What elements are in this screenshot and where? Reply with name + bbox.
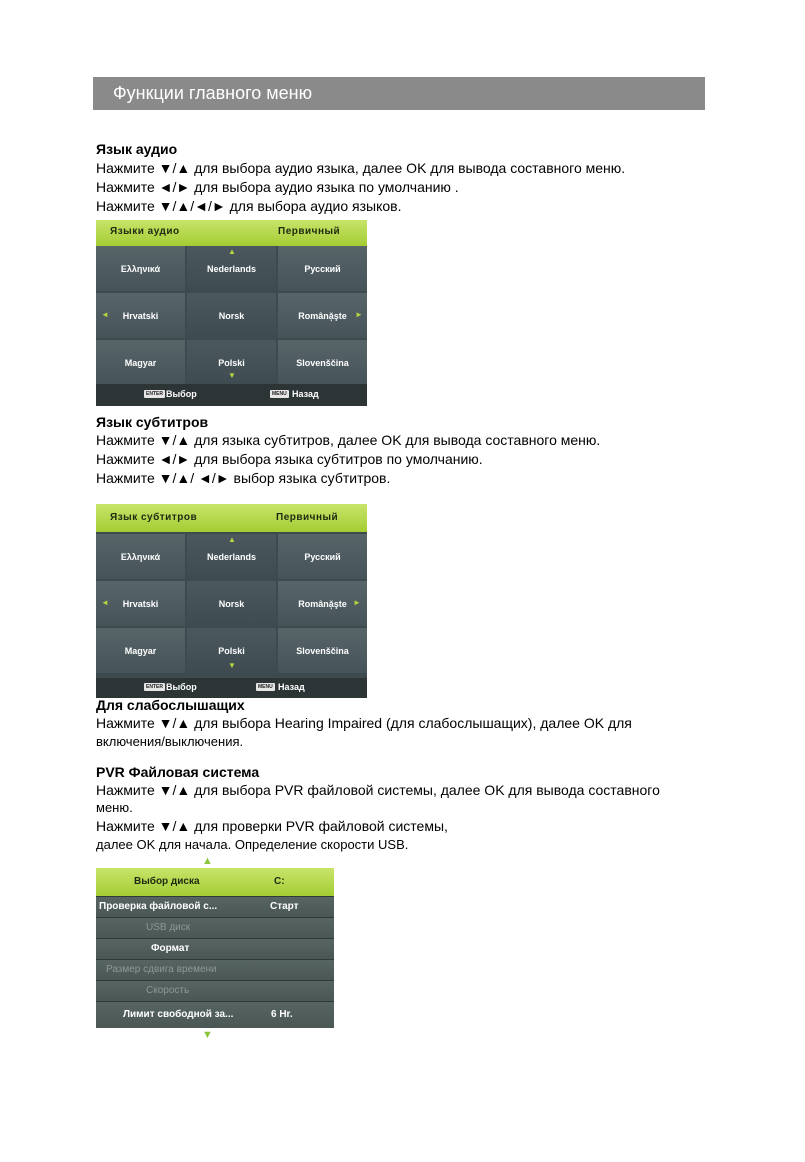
scroll-down-icon[interactable]: ▼ xyxy=(202,1029,213,1041)
row-label: USB диск xyxy=(146,922,191,933)
language-cell[interactable]: Ελληνικά xyxy=(96,534,185,579)
language-grid xyxy=(96,534,367,678)
scroll-down-icon[interactable]: ▼ xyxy=(228,371,236,380)
language-cell[interactable]: Русский xyxy=(278,246,367,291)
language-cell[interactable]: Ελληνικά xyxy=(96,246,185,291)
scroll-up-icon[interactable]: ▲ xyxy=(202,855,213,867)
audio-instruction-3: Нажмите ▼/▲/◄/► для выбора аудио языков. xyxy=(96,198,402,214)
language-cell[interactable]: Slovenščina xyxy=(278,340,367,385)
language-cell[interactable]: Magyar xyxy=(96,340,185,385)
subtitle-language-screen xyxy=(96,504,367,698)
screen-footer xyxy=(96,384,367,406)
row-label: Скорость xyxy=(146,985,190,996)
row-label: Проверка файловой с... xyxy=(99,901,218,912)
hearing-heading: Для слабослышащих xyxy=(96,697,245,713)
screen-title: Языки аудио xyxy=(110,226,180,237)
audio-instruction-1: Нажмите ▼/▲ для выбора аудио языка, далее OK для вывода составного меню. xyxy=(96,160,626,176)
format-row[interactable] xyxy=(96,939,334,960)
timeshift-size-row xyxy=(96,960,334,981)
audio-instruction-2: Нажмите ◄/► для выбора аудио языка по умолчанию . xyxy=(96,179,459,195)
row-label: Лимит свободной за... xyxy=(123,1009,234,1020)
select-label: Выбор xyxy=(166,389,197,399)
pvr-instruction-1: Нажмите ▼/▲ для выбора PVR файловой системы, далее OK для вывода составного xyxy=(96,782,660,798)
pvr-menu xyxy=(96,868,334,1028)
language-cell[interactable]: Română̦şte xyxy=(278,293,367,338)
page-header xyxy=(93,77,705,110)
scroll-up-icon[interactable]: ▲ xyxy=(228,535,236,544)
language-cell[interactable]: Norsk xyxy=(187,581,276,626)
scroll-up-icon[interactable]: ▲ xyxy=(228,247,236,256)
language-cell[interactable]: Română̦şte xyxy=(278,581,367,626)
arrow-right-icon[interactable]: ► xyxy=(353,598,361,607)
subtitles-heading: Язык субтитров xyxy=(96,414,209,430)
row-label: Выбор диска xyxy=(134,876,200,887)
back-label: Назад xyxy=(292,389,319,399)
language-cell[interactable]: Nederlands xyxy=(187,534,276,579)
menu-key-icon: MENU xyxy=(272,391,287,397)
language-cell[interactable]: Hrvatski xyxy=(96,581,185,626)
arrow-left-icon[interactable]: ◄ xyxy=(101,310,109,319)
screen-title-bar xyxy=(96,504,367,532)
row-label: Размер сдвига времени xyxy=(106,964,217,975)
language-cell[interactable]: Hrvatski xyxy=(96,293,185,338)
disk-select-row[interactable] xyxy=(96,868,334,897)
screen-mode: Первичный xyxy=(276,512,339,523)
pvr-instruction-3: Нажмите ▼/▲ для проверки PVR файловой системы, xyxy=(96,818,448,834)
free-space-limit-row[interactable] xyxy=(96,1002,334,1028)
language-cell[interactable]: Norsk xyxy=(187,293,276,338)
select-label: Выбор xyxy=(166,682,197,692)
screen-title: Язык субтитров xyxy=(110,512,198,523)
scroll-down-icon[interactable]: ▼ xyxy=(228,661,236,670)
hearing-instruction-1: Нажмите ▼/▲ для выбора Hearing Impaired (для слабослышащих), далее OK для xyxy=(96,715,632,731)
row-label: Формат xyxy=(151,943,190,954)
screen-mode: Первичный xyxy=(278,226,341,237)
arrow-left-icon[interactable]: ◄ xyxy=(101,598,109,607)
arrow-right-icon[interactable]: ► xyxy=(355,310,363,319)
language-cell[interactable]: Slovenščina xyxy=(278,628,367,673)
page-title: Функции главного меню xyxy=(113,83,313,103)
speed-row xyxy=(96,981,334,1002)
screen-footer xyxy=(96,678,367,698)
back-label: Назад xyxy=(278,682,305,692)
language-cell[interactable]: Русский xyxy=(278,534,367,579)
audio-heading: Язык аудио xyxy=(96,141,178,157)
menu-key-icon: MENU xyxy=(258,684,273,690)
subtitles-instruction-3: Нажмите ▼/▲/ ◄/► выбор языка субтитров. xyxy=(96,470,391,486)
language-cell[interactable]: Polski xyxy=(187,628,276,673)
enter-key-icon: ENTER xyxy=(146,391,163,397)
screen-title-bar xyxy=(96,220,367,246)
filesystem-check-row[interactable] xyxy=(96,897,334,918)
pvr-heading: PVR Файловая система xyxy=(96,764,260,780)
language-cell[interactable]: Magyar xyxy=(96,628,185,673)
row-value: Старт xyxy=(270,901,299,912)
language-cell[interactable]: Polski xyxy=(187,340,276,385)
row-value: C: xyxy=(274,876,285,887)
usb-disk-row xyxy=(96,918,334,939)
subtitles-instruction-2: Нажмите ◄/► для выбора языка субтитров по умолчанию. xyxy=(96,451,483,467)
language-grid xyxy=(96,246,367,384)
enter-key-icon: ENTER xyxy=(146,684,163,690)
audio-language-screen xyxy=(96,220,367,406)
subtitles-instruction-1: Нажмите ▼/▲ для языка субтитров, далее OK для вывода составного меню. xyxy=(96,432,601,448)
row-value: 6 Hr. xyxy=(271,1009,293,1020)
pvr-instruction-2: меню. xyxy=(96,800,133,815)
pvr-instruction-4: далее OK для начала. Определение скорости USB. xyxy=(96,837,409,852)
hearing-instruction-2: включения/выключения. xyxy=(96,734,244,749)
language-cell[interactable]: Nederlands xyxy=(187,246,276,291)
